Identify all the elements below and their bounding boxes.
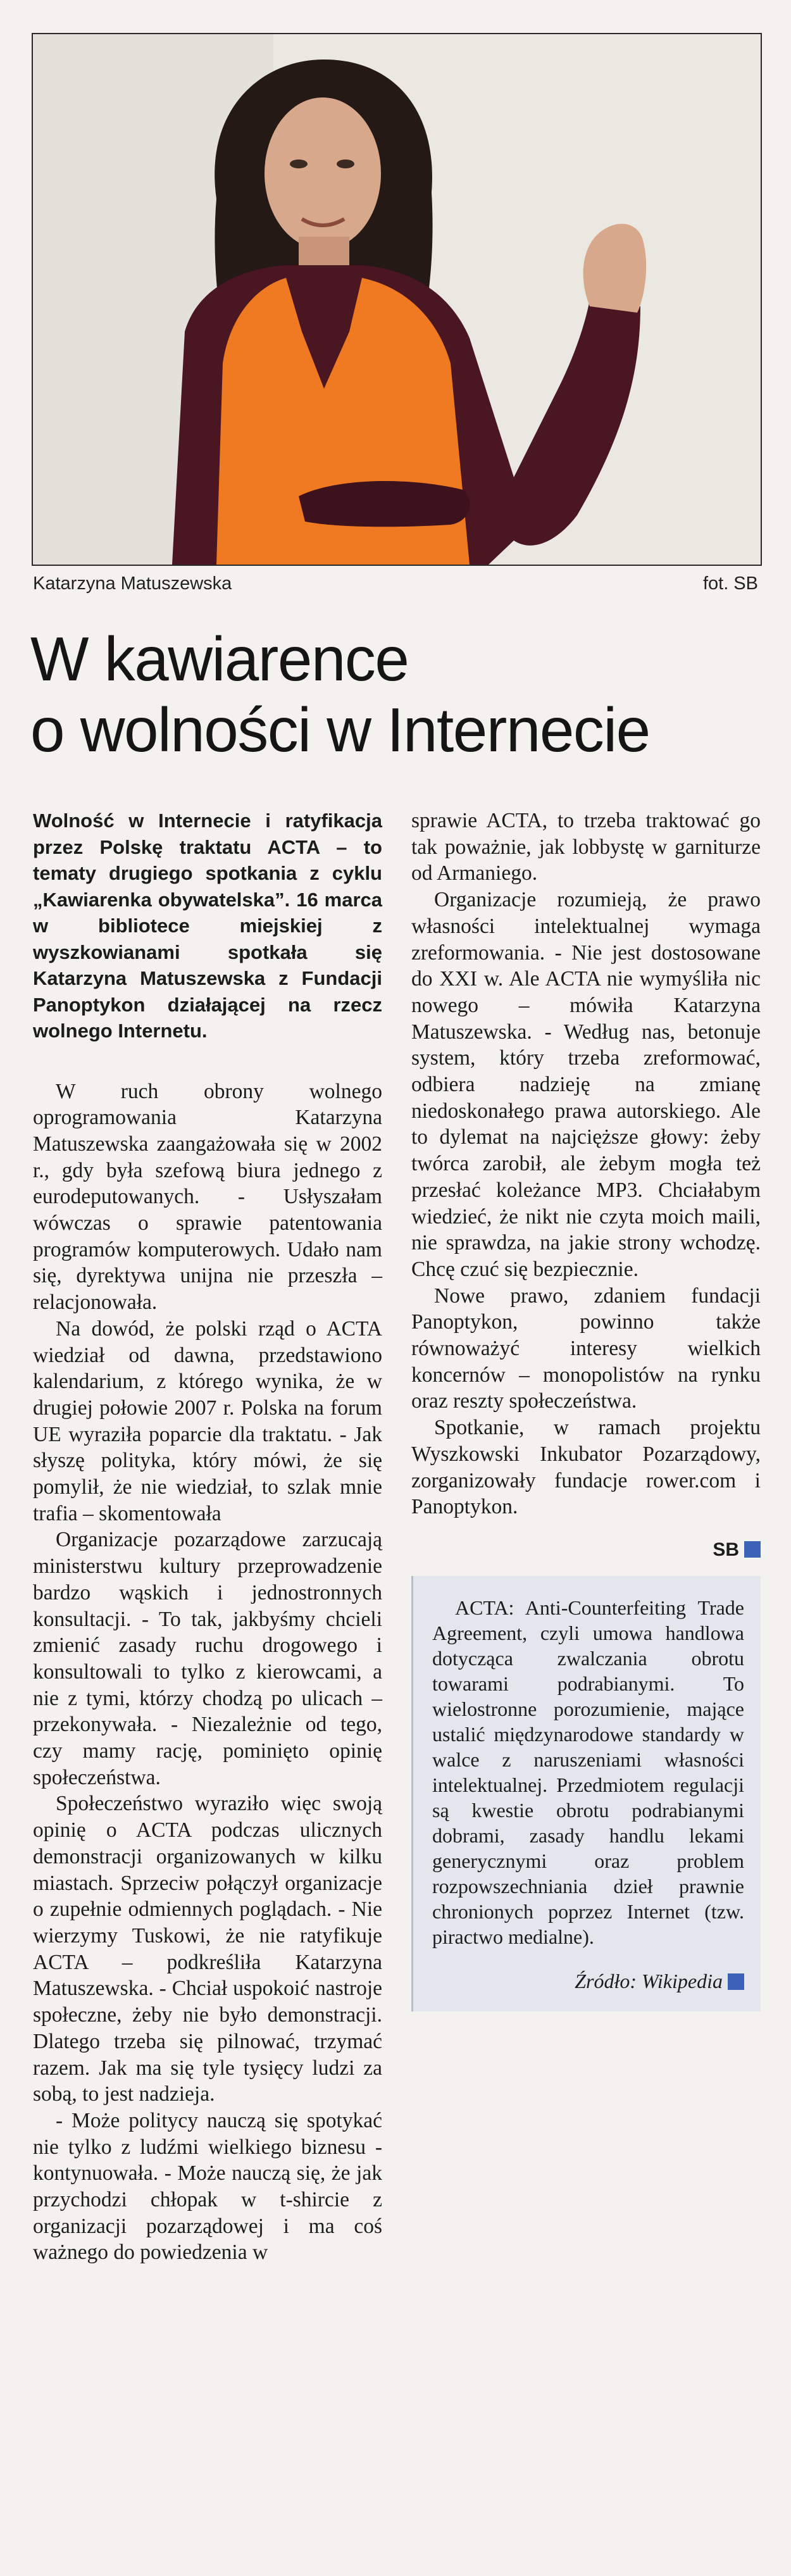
article-lead: Wolność w Internecie i ratyfikacja przez Polskę traktatu ACTA – to tematy drugiego spotkania z cyklu „Kawiarenka obywatelska”. 16 marca w bibliotece miejskiej z wyszkowianami spotkała się Katarzyna Matuszewska z Fundacji Panoptykon działającej na rzecz wolnego Internetu. — [33, 810, 382, 1042]
author-signature — [411, 1537, 761, 1563]
article-headline — [30, 623, 764, 765]
source-label: Źródło: Wikipedia — [575, 1969, 723, 1992]
author-initials: SB — [713, 1539, 739, 1560]
body-paragraph: Spotkanie, w ramach projektu Wyszkowski Inkubator Pozarządowy, zorganizowały fundacje rower.com i Panoptykon. — [411, 1416, 761, 1519]
photo-credit: fot. SB — [702, 573, 758, 594]
body-paragraph: Organizacje rozumieją, że prawo własności intelektualnej wymaga zreformowania. - Nie jest dostosowane do XXI w. Ale ACTA nie wymyśliła nic nowego – mówiła Katarzyna Matuszewska. - Według nas, betonuje system, który trzeba zreformować, odbiera nadzieję na zmianę niedoskonałego prawa autorskiego. Ale to dylemat na najcięższe głowy: żeby twórca zarobił, ale żebym mogła też przesłać koleżance MP3. Chciałabym wiedzieć, że nikt nie czyta moich maili, nie sprawdza, na jakie strony wchodzę. Chcę czuć się bezpiecznie. — [411, 888, 761, 1281]
photo-caption: Katarzyna Matuszewska — [33, 573, 232, 594]
body-paragraph: Na dowód, że polski rząd o ACTA wiedział od dawna, przedstawiono kalendarium, z którego wynika, że w drugiej połowie 2007 r. Polska na forum UE wyraziła poparcie dla traktatu. - Jak słyszę polityka, który mówi, że się pomylił, że nie wiedział, to szlak mnie trafia – skomentowała — [33, 1316, 382, 1525]
info-box-source — [432, 1968, 744, 1994]
headline-line-1: W kawiarence — [30, 624, 409, 694]
acta-info-box — [411, 1576, 761, 2011]
body-paragraph: Organizacje pozarządowe zarzucają ministerstwu kultury przeprowadzenie bardzo wąskich i jednostronnych konsultacji. - To tak, jakbyśmy chcieli zmienić zasady ruchu drogowego i konsultowali to tylko z kierowcami, a nie z tymi, którzy chodzą po ulicach – przekonywała. - Niezależnie od tego, czy mamy rację, pominięto opinię społeczeństwa. — [33, 1528, 382, 1789]
headline-line-2: o wolności w Internecie — [30, 695, 650, 765]
left-column — [33, 808, 382, 2266]
body-paragraph: Nowe prawo, zdaniem fundacji Panoptykon, powinno także równoważyć interesy wielkich koncernów – monopolistów na rynku oraz reszty społeczeństwa. — [411, 1284, 761, 1413]
body-paragraph: sprawie ACTA, to trzeba traktować go tak poważnie, jak lobbystę w garniturze od Armaniego. — [411, 809, 761, 885]
right-column — [411, 808, 761, 2011]
blue-square-icon — [728, 1973, 744, 1990]
body-paragraph: - Może politycy nauczą się spotykać nie tylko z ludźmi wielkiego biznesu - kontynuowała. - Może nauczą się, że jak przychodzi chłopak w t-shircie z organizacji pozarządowej i ma coś ważnego do powiedzenia w — [33, 2108, 382, 2265]
body-paragraph: Społeczeństwo wyraziło więc swoją opinię o ACTA podczas ulicznych demonstracji organizowanych w kilku miastach. Sprzeciw połączył organizacje o zupełnie odmiennych poglądach. - Nie wierzymy Tuskowi, że nie ratyfikuje ACTA – podkreśliła Katarzyna Matuszewska. - Chciał uspokoić nastroje społeczne, żeby nie było demonstracji. Dlatego trzeba się pilnować, trzymać razem. Jak ma się tyle tysięcy ludzi za sobą, to jest nadzieja. — [33, 1792, 382, 2106]
info-box-text: ACTA: Anti-Counterfeiting Trade Agreement, czyli umowa handlowa dotycząca zwalczania obrotu towarami podrabianymi. To wielostronne porozumienie, mające ustalić międzynarodowe standardy w walce z naruszeniami własności intelektualnej. Przedmiotem regulacji są kwestie obrotu podrabianymi dobrami, zasady handlu lekami generycznymi oraz problem rozpowszechniania dzieł prawnie chronionych poprzez Internet (tzw. piractwo medialne). — [432, 1596, 744, 1948]
blue-square-icon — [744, 1541, 761, 1558]
body-paragraph: W ruch obrony wolnego oprogramowania Katarzyna Matuszewska zaangażowała się w 2002 r., gdy była szefową biura jednego z eurodeputowanych. - Usłyszałam wówczas o sprawie patentowania programów komputerowych. Udało nam się, dyrektywa unijna nie przeszła – relacjonowała. — [33, 1079, 382, 1315]
article-photo — [32, 33, 762, 566]
